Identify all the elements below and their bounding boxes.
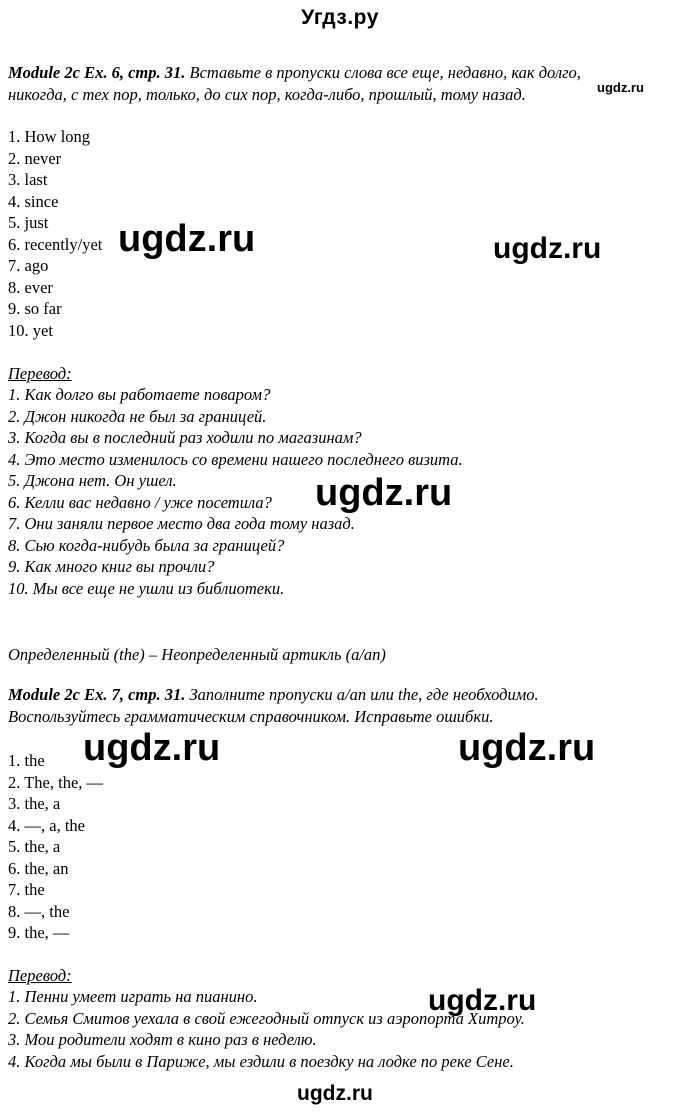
exercise-1-task (8, 62, 672, 106)
answer-item: 4. —, a, the (8, 815, 85, 835)
exercise-2-answer-list (8, 750, 103, 944)
answer-item: 9. the, — (8, 923, 70, 942)
article-note: Определенный (the) – Неопределенный артикль (a/an) (8, 645, 386, 664)
translation-item: 2. Семья Смитов уехала в свой ежегодный отпуск из аэропорта Хитроу. (8, 1008, 525, 1028)
answer-item: 7. the (8, 880, 45, 899)
answer-item: 2. never (8, 148, 62, 168)
exercise-2-translation-title: Перевод: (8, 966, 72, 985)
answer-item: 6. recently/yet (8, 234, 103, 254)
exercise-2-module-ref: Module 2c Ex. 7, стр. 31. (8, 685, 186, 704)
exercise-1-module-ref: Module 2c Ex. 6, стр. 31. (8, 63, 186, 82)
translation-item: 1. Как долго вы работаете поваром? (8, 385, 271, 404)
translation-item: 3. Когда вы в последний раз ходили по магазинам? (8, 428, 362, 447)
answer-item: 8. —, the (8, 901, 70, 921)
translation-item: 6. Келли вас недавно / уже посетила? (8, 492, 272, 512)
exercise-2-instruction-line1: Заполните пропуски a/an или the, где необходимо. (189, 685, 539, 704)
exercise-2-instruction-line2: Воспользуйтесь грамматическим справочником. Исправьте ошибки. (8, 707, 494, 726)
answer-item: 8. ever (8, 277, 53, 297)
watermark-large: ugdz.ru (83, 727, 221, 769)
answer-item: 10. yet (8, 320, 53, 340)
exercise-1-translation-title: Перевод: (8, 364, 72, 383)
answer-item: 7. ago (8, 256, 49, 275)
answer-item: 5. just (8, 213, 49, 232)
answer-item: 9. so far (8, 299, 62, 318)
exercise-1-answer-list (8, 126, 102, 341)
answer-item: 1. the (8, 751, 45, 770)
watermark-small: ugdz.ru (597, 80, 644, 95)
exercise-1-instruction-line1: Вставьте в пропуски слова все еще, недавно, как долго, (189, 63, 581, 82)
exercise-2-task (8, 684, 672, 728)
translation-item: 7. Они заняли первое место два года тому назад. (8, 514, 355, 533)
answer-item: 4. since (8, 191, 59, 211)
answer-item: 5. the, a (8, 837, 61, 856)
site-title: Угдз.ру (301, 6, 379, 29)
watermark-large: ugdz.ru (118, 218, 256, 260)
translation-item: 8. Сью когда-нибудь была за границей? (8, 535, 285, 555)
exercise-1-instruction-line2: никогда, с тех пор, только, до сих пор, когда-либо, прошлый, тому назад. (8, 85, 526, 104)
translation-item: 4. Это место изменилось со времени нашего последнего визита. (8, 449, 463, 469)
answer-item: 1. How long (8, 127, 91, 146)
translation-item: 2. Джон никогда не был за границей. (8, 406, 267, 426)
watermark-large: ugdz.ru (493, 232, 602, 265)
translation-item: 9. Как много книг вы прочли? (8, 557, 215, 576)
watermark-large: ugdz.ru (458, 727, 596, 769)
translation-item: 5. Джона нет. Он ушел. (8, 471, 177, 490)
translation-item: 1. Пенни умеет играть на пианино. (8, 987, 258, 1006)
footer-watermark: ugdz.ru (297, 1082, 373, 1105)
answer-item: 6. the, an (8, 858, 69, 878)
watermark-large: ugdz.ru (315, 472, 453, 514)
translation-item: 3. Мои родители ходят в кино раз в неделю. (8, 1030, 317, 1049)
answer-item: 2. The, the, — (8, 772, 104, 792)
translation-item: 10. Мы все еще не ушли из библиотеки. (8, 578, 285, 598)
watermark-large: ugdz.ru (428, 984, 537, 1017)
translation-item: 4. Когда мы были в Париже, мы ездили в поездку на лодке по реке Сене. (8, 1051, 514, 1071)
answer-item: 3. the, a (8, 794, 61, 813)
answer-item: 3. last (8, 170, 48, 189)
